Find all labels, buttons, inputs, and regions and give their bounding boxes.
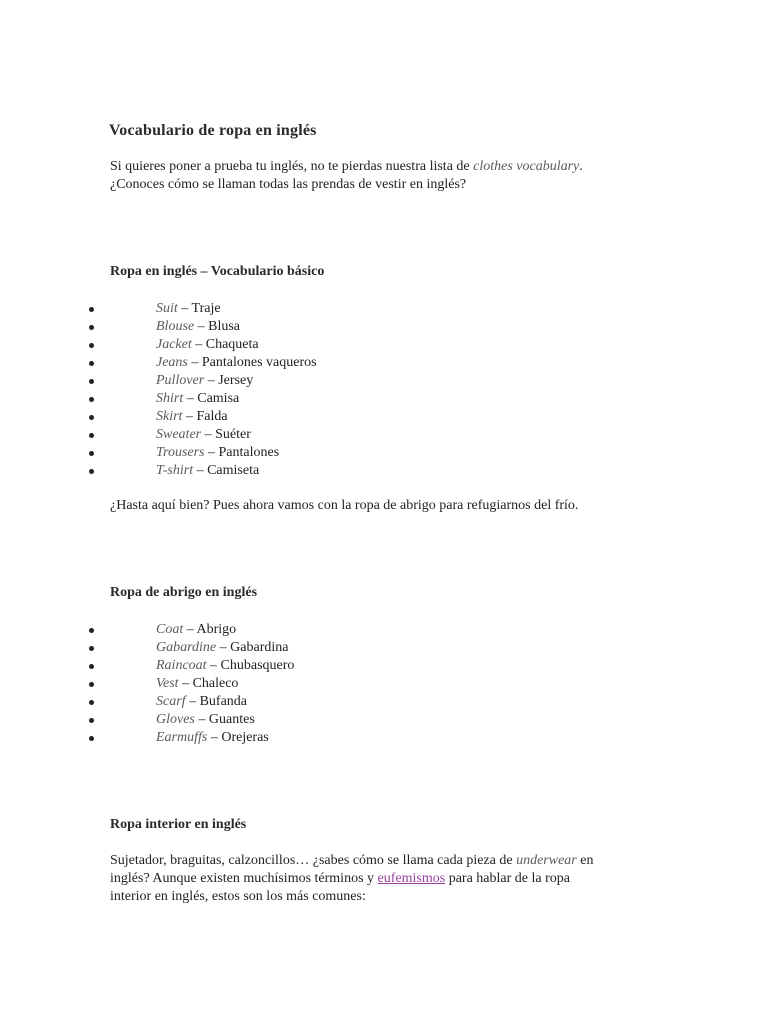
vocabulary-term — [156, 711, 255, 729]
english-word: Gabardine — [156, 640, 217, 655]
spanish-translation: – Blusa — [194, 319, 240, 334]
transition-paragraph: ¿Hasta aquí bien? Pues ahora vamos con la ropa de abrigo para refugiarnos del frío. — [110, 498, 579, 513]
spanish-translation: – Gabardina — [216, 640, 289, 655]
vocabulary-term — [156, 336, 259, 354]
bullet-icon — [89, 307, 94, 312]
vocabulary-term — [156, 462, 259, 480]
spanish-translation: – Chaqueta — [191, 337, 259, 352]
underwear-text-end: en — [576, 853, 594, 868]
english-word: Jeans — [156, 355, 188, 370]
bullet-icon — [89, 664, 94, 669]
underwear-emphasis: underwear — [516, 853, 577, 868]
english-word: Trousers — [156, 445, 205, 460]
underwear-text: Sujetador, braguitas, calzoncillos… ¿sabes cómo se llama cada pieza de — [110, 853, 517, 868]
vocabulary-term — [156, 639, 288, 657]
intro-emphasis: clothes vocabulary — [473, 159, 580, 174]
intro-text-end: . — [579, 159, 583, 174]
bullet-icon — [89, 628, 94, 633]
vocabulary-term — [156, 444, 279, 462]
spanish-translation: – Bufanda — [185, 694, 247, 709]
vocabulary-term — [156, 300, 221, 318]
spanish-translation: – Guantes — [194, 712, 255, 727]
bullet-icon — [89, 397, 94, 402]
spanish-translation: – Pantalones vaqueros — [187, 355, 317, 370]
vocabulary-term — [156, 657, 294, 675]
english-word: Raincoat — [156, 658, 207, 673]
spanish-translation: – Jersey — [204, 373, 254, 388]
english-word: Sweater — [156, 427, 202, 442]
underwear-paragraph — [110, 852, 593, 906]
underwear-line-1 — [110, 852, 593, 870]
spanish-translation: – Chubasquero — [206, 658, 295, 673]
english-word: Skirt — [156, 409, 183, 424]
english-word: Suit — [156, 301, 178, 316]
english-word: Shirt — [156, 391, 184, 406]
english-word: Gloves — [156, 712, 195, 727]
english-word: Earmuffs — [156, 730, 208, 745]
bullet-icon — [89, 379, 94, 384]
vocabulary-term — [156, 408, 228, 426]
english-word: Scarf — [156, 694, 186, 709]
english-word: Pullover — [156, 373, 205, 388]
spanish-translation: – Orejeras — [207, 730, 269, 745]
vocabulary-term — [156, 621, 236, 639]
vocabulary-term — [156, 675, 238, 693]
bullet-icon — [89, 646, 94, 651]
english-word: Jacket — [156, 337, 192, 352]
intro-line-2: ¿Conoces cómo se llaman todas las prendas de vestir en inglés? — [110, 177, 467, 192]
bullet-icon — [89, 361, 94, 366]
spanish-translation: – Abrigo — [183, 622, 237, 637]
vocabulary-term — [156, 390, 239, 408]
spanish-translation: – Camisa — [183, 391, 240, 406]
page-title: Vocabulario de ropa en inglés — [109, 122, 317, 139]
bullet-icon — [89, 325, 94, 330]
english-word: Blouse — [156, 319, 195, 334]
bullet-icon — [89, 718, 94, 723]
bullet-icon — [89, 700, 94, 705]
vocabulary-term — [156, 729, 269, 747]
intro-text: Si quieres poner a prueba tu inglés, no te pierdas nuestra lista de — [110, 159, 474, 174]
spanish-translation: – Traje — [177, 301, 221, 316]
bullet-icon — [89, 682, 94, 687]
spanish-translation: – Suéter — [201, 427, 251, 442]
spanish-translation: – Falda — [182, 409, 228, 424]
vocabulary-term — [156, 318, 240, 336]
bullet-icon — [89, 415, 94, 420]
vocabulary-term — [156, 354, 317, 372]
vocabulary-term — [156, 426, 251, 444]
underwear-line-2 — [110, 870, 593, 888]
underwear-text-2-end: para hablar de la ropa — [445, 871, 570, 886]
spanish-translation: – Chaleco — [178, 676, 239, 691]
bullet-icon — [89, 343, 94, 348]
bullet-icon — [89, 433, 94, 438]
underwear-text-2: inglés? Aunque existen muchísimos términos y — [110, 871, 378, 886]
heading-basic-vocabulary: Ropa en inglés – Vocabulario básico — [110, 264, 325, 279]
english-word: Coat — [156, 622, 184, 637]
bullet-icon — [89, 736, 94, 741]
intro-paragraph — [110, 158, 583, 194]
english-word: T-shirt — [156, 463, 194, 478]
heading-underwear-vocabulary: Ropa interior en inglés — [110, 817, 247, 832]
underwear-line-3: interior en inglés, estos son los más comunes: — [110, 889, 366, 904]
bullet-icon — [89, 469, 94, 474]
spanish-translation: – Pantalones — [204, 445, 280, 460]
heading-coat-vocabulary: Ropa de abrigo en inglés — [110, 585, 258, 600]
spanish-translation: – Camiseta — [193, 463, 260, 478]
english-word: Vest — [156, 676, 179, 691]
intro-line-1 — [110, 158, 583, 176]
eufemismos-link[interactable]: eufemismos — [377, 871, 446, 886]
bullet-icon — [89, 451, 94, 456]
vocabulary-term — [156, 693, 247, 711]
vocabulary-term — [156, 372, 253, 390]
